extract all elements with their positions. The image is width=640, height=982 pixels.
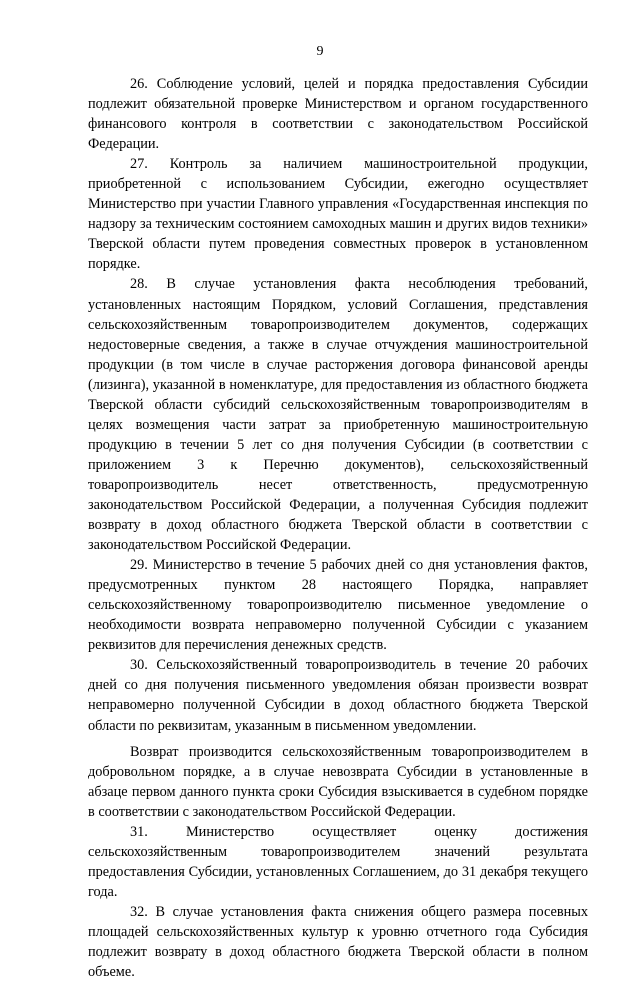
paragraph-32: 32. В случае установления факта снижения общего размера посевных площадей сельскохозяйственных культур к уровню отчетного года Субсидия подлежит возврату в доход областного бюджета Тверской области в полном объеме. — [88, 903, 588, 981]
paragraph-30-return: Возврат производится сельскохозяйственным товаропроизводителем в добровольном порядке, а в случае невозврата Субсидии в установленные в абзаце первом данного пункта сроки Субсидия взыскивается в судебном порядке в соответствии с законодательством Российской Федерации. — [88, 743, 588, 820]
paragraph-29: 29. Министерство в течение 5 рабочих дней со дня установления фактов, предусмотренных пунктом 28 настоящего Порядка, направляет сельскохозяйственному товаропроизводителю письменное уведомление о необходимости возврата неправомерно полученной Субсидии с указанием реквизитов для перечисления денежных средств. — [88, 557, 588, 654]
paragraph-30: 30. Сельскохозяйственный товаропроизводитель в течение 20 рабочих дней со дня получения письменного уведомления обязан произвести возврат неправомерно полученной Субсидии в доход областного бюджета Тверской области по реквизитам, указанным в письменном уведомлении. — [88, 657, 588, 734]
page-number: 9 — [316, 44, 324, 59]
paragraph-27: 27. Контроль за наличием машиностроительной продукции, приобретенной с использованием Субсидии, ежегодно осуществляет Министерство при участии Главного управления «Государственная инспекция по надзору за техническим состоянием самоходных машин и других видов техники» Тверской области путем проведения совместных проверок в установленном порядке. — [88, 156, 588, 273]
paragraph-28: 28. В случае установления факта несоблюдения требований, установленных настоящим Порядком, условий Соглашения, представления сельскохозяйственным товаропроизводителем документов, содержащих недостоверные сведения, а также в случае отчуждения машиностроительной продукции (в том числе в случае расторжения договора финансовой аренды (лизинга), указанной в номенклатуре, для предоставления из областного бюджета Тверской области субсидий сельскохозяйственным товаропроизводителям в целях возмещения части затрат за приобретенную машиностроительную продукцию в течении 5 лет со дня получения Субсидии (в соответствии с приложением 3 к Перечню документов), сельскохозяйственный товаропроизводитель несет ответственность, предусмотренную законодательством Российской Федерации, а полученная Субсидия подлежит возврату в доход областного бюджета Тверской области в соответствии с законодательством Российской Федерации. — [88, 276, 588, 554]
paragraph-26: 26. Соблюдение условий, целей и порядка предоставления Субсидии подлежит обязательной проверке Министерством и органом государственного финансового контроля в соответствии с законодательством Российской Федерации. — [88, 76, 588, 153]
document-body — [88, 74, 588, 982]
paragraph-31: 31. Министерство осуществляет оценку достижения сельскохозяйственным товаропроизводителем значений результата предоставления Субсидии, установленных Соглашением, до 31 декабря текущего года. — [88, 823, 588, 900]
